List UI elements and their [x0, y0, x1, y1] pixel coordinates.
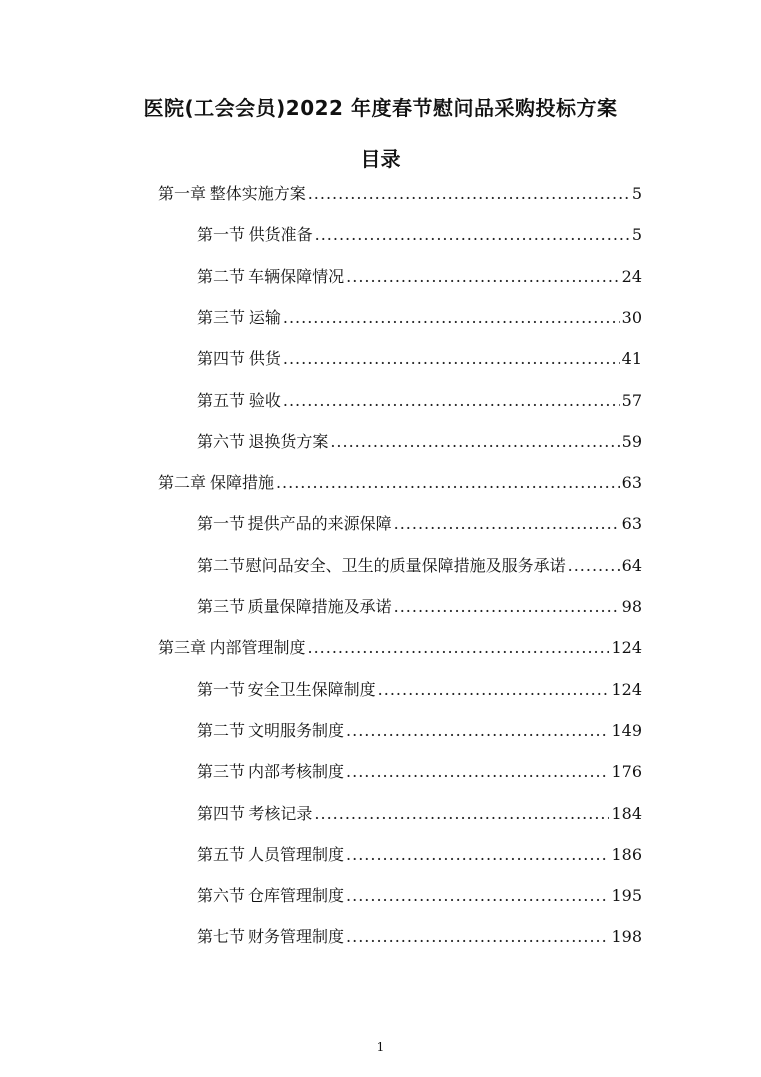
toc-entry-number: 第二节	[197, 721, 246, 740]
toc-section-entry[interactable]	[197, 842, 642, 868]
toc-entry-number: 第二节	[197, 556, 246, 575]
toc-entry-page: 149	[611, 721, 642, 740]
toc-entry-page: 5	[631, 184, 642, 203]
toc-chapter-entry[interactable]	[158, 470, 642, 496]
toc-entry-number: 第一章	[158, 184, 207, 203]
toc-section-entry[interactable]	[197, 594, 642, 620]
toc-entry-number: 第三章	[158, 638, 207, 657]
toc-entry-title: 安全卫生保障制度	[247, 680, 376, 699]
toc-entry-page: 59	[621, 432, 642, 451]
toc-section-entry[interactable]	[197, 511, 642, 537]
toc-leader-dots	[346, 264, 619, 290]
toc-entry-title: 慰问品安全、卫生的质量保障措施及服务承诺	[245, 556, 566, 575]
toc-entry-page: 30	[621, 308, 642, 327]
toc-leader-dots	[346, 883, 609, 909]
toc-leader-dots	[346, 759, 609, 785]
toc-section-entry[interactable]	[197, 388, 642, 414]
toc-leader-dots	[276, 470, 620, 496]
toc-entry-page: 124	[611, 638, 642, 657]
toc-leader-dots	[307, 635, 609, 661]
toc-leader-dots	[283, 388, 620, 414]
toc-entry-title: 供货准备	[248, 225, 313, 244]
toc-section-entry[interactable]	[197, 264, 642, 290]
toc-entry-number: 第一节	[197, 680, 246, 699]
toc-section-entry[interactable]	[197, 553, 642, 579]
toc-entry-title: 人员管理制度	[248, 845, 345, 864]
toc-entry-number: 第七节	[197, 927, 246, 946]
toc-leader-dots	[346, 718, 609, 744]
toc-entry-title: 整体实施方案	[209, 184, 306, 203]
toc-heading: 目录	[360, 147, 401, 171]
toc-entry-title: 保障措施	[209, 473, 274, 492]
document-title: 医院(工会会员)2022 年度春节慰问品采购投标方案	[143, 96, 618, 120]
toc-entry-page: 124	[611, 680, 642, 699]
toc-entry-number: 第一节	[197, 514, 246, 533]
toc-leader-dots	[314, 801, 609, 827]
toc-section-entry[interactable]	[197, 924, 642, 950]
toc-entry-title: 车辆保障情况	[248, 267, 345, 286]
toc-entry-page: 186	[611, 845, 642, 864]
toc-entry-title: 仓库管理制度	[248, 886, 345, 905]
toc-entry-page: 64	[621, 556, 642, 575]
toc-entry-title: 财务管理制度	[248, 927, 345, 946]
toc-entry-title: 内部管理制度	[209, 638, 306, 657]
toc-section-entry[interactable]	[197, 801, 642, 827]
toc-entry-page: 63	[621, 514, 642, 533]
toc-entry-page: 5	[631, 225, 642, 244]
toc-section-entry[interactable]	[197, 222, 642, 248]
toc-entry-number: 第三节	[197, 597, 246, 616]
toc-leader-dots	[283, 305, 620, 331]
toc-leader-dots	[394, 511, 620, 537]
toc-entry-page: 98	[621, 597, 642, 616]
toc-entry-title: 退换货方案	[248, 432, 329, 451]
toc-leader-dots	[346, 924, 609, 950]
toc-entry-page: 176	[611, 762, 642, 781]
toc-leader-dots	[308, 181, 630, 207]
toc-entry-number: 第二节	[197, 267, 246, 286]
toc-section-entry[interactable]	[197, 718, 642, 744]
toc-entry-number: 第三节	[197, 308, 246, 327]
toc-leader-dots	[315, 222, 630, 248]
toc-entry-page: 195	[611, 886, 642, 905]
toc-section-entry[interactable]	[197, 759, 642, 785]
toc-entry-number: 第六节	[197, 432, 246, 451]
toc-chapter-entry[interactable]	[158, 635, 642, 661]
toc-entry-page: 184	[611, 804, 642, 823]
toc-entry-title: 文明服务制度	[248, 721, 345, 740]
toc-leader-dots	[568, 553, 620, 579]
toc-entry-page: 41	[621, 349, 642, 368]
toc-entry-page: 24	[621, 267, 642, 286]
toc-entry-number: 第六节	[197, 886, 246, 905]
toc-entry-number: 第二章	[158, 473, 207, 492]
toc-entry-number: 第四节	[197, 349, 246, 368]
toc-leader-dots	[283, 346, 620, 372]
toc-chapter-entry[interactable]	[158, 181, 642, 207]
toc-section-entry[interactable]	[197, 429, 642, 455]
toc-entry-number: 第五节	[197, 845, 246, 864]
toc-entry-number: 第一节	[197, 225, 246, 244]
toc-entry-page: 198	[611, 927, 642, 946]
toc-entry-title: 质量保障措施及承诺	[247, 597, 392, 616]
toc-section-entry[interactable]	[197, 346, 642, 372]
toc-entry-number: 第五节	[197, 391, 246, 410]
toc-entry-number: 第三节	[197, 762, 246, 781]
toc-section-entry[interactable]	[197, 677, 642, 703]
toc-entry-title: 提供产品的来源保障	[247, 514, 392, 533]
toc-entry-page: 57	[621, 391, 642, 410]
toc-leader-dots	[394, 594, 620, 620]
toc-leader-dots	[346, 842, 609, 868]
toc-leader-dots	[378, 677, 610, 703]
toc-entry-title: 考核记录	[248, 804, 313, 823]
toc-entry-page: 63	[621, 473, 642, 492]
toc-entry-title: 供货	[248, 349, 281, 368]
toc-section-entry[interactable]	[197, 883, 642, 909]
page-number: 1	[376, 1040, 385, 1054]
toc-entry-number: 第四节	[197, 804, 246, 823]
toc-entry-title: 内部考核制度	[248, 762, 345, 781]
toc-entry-title: 验收	[248, 391, 281, 410]
toc-section-entry[interactable]	[197, 305, 642, 331]
toc-entry-title: 运输	[248, 308, 281, 327]
toc-leader-dots	[330, 429, 619, 455]
